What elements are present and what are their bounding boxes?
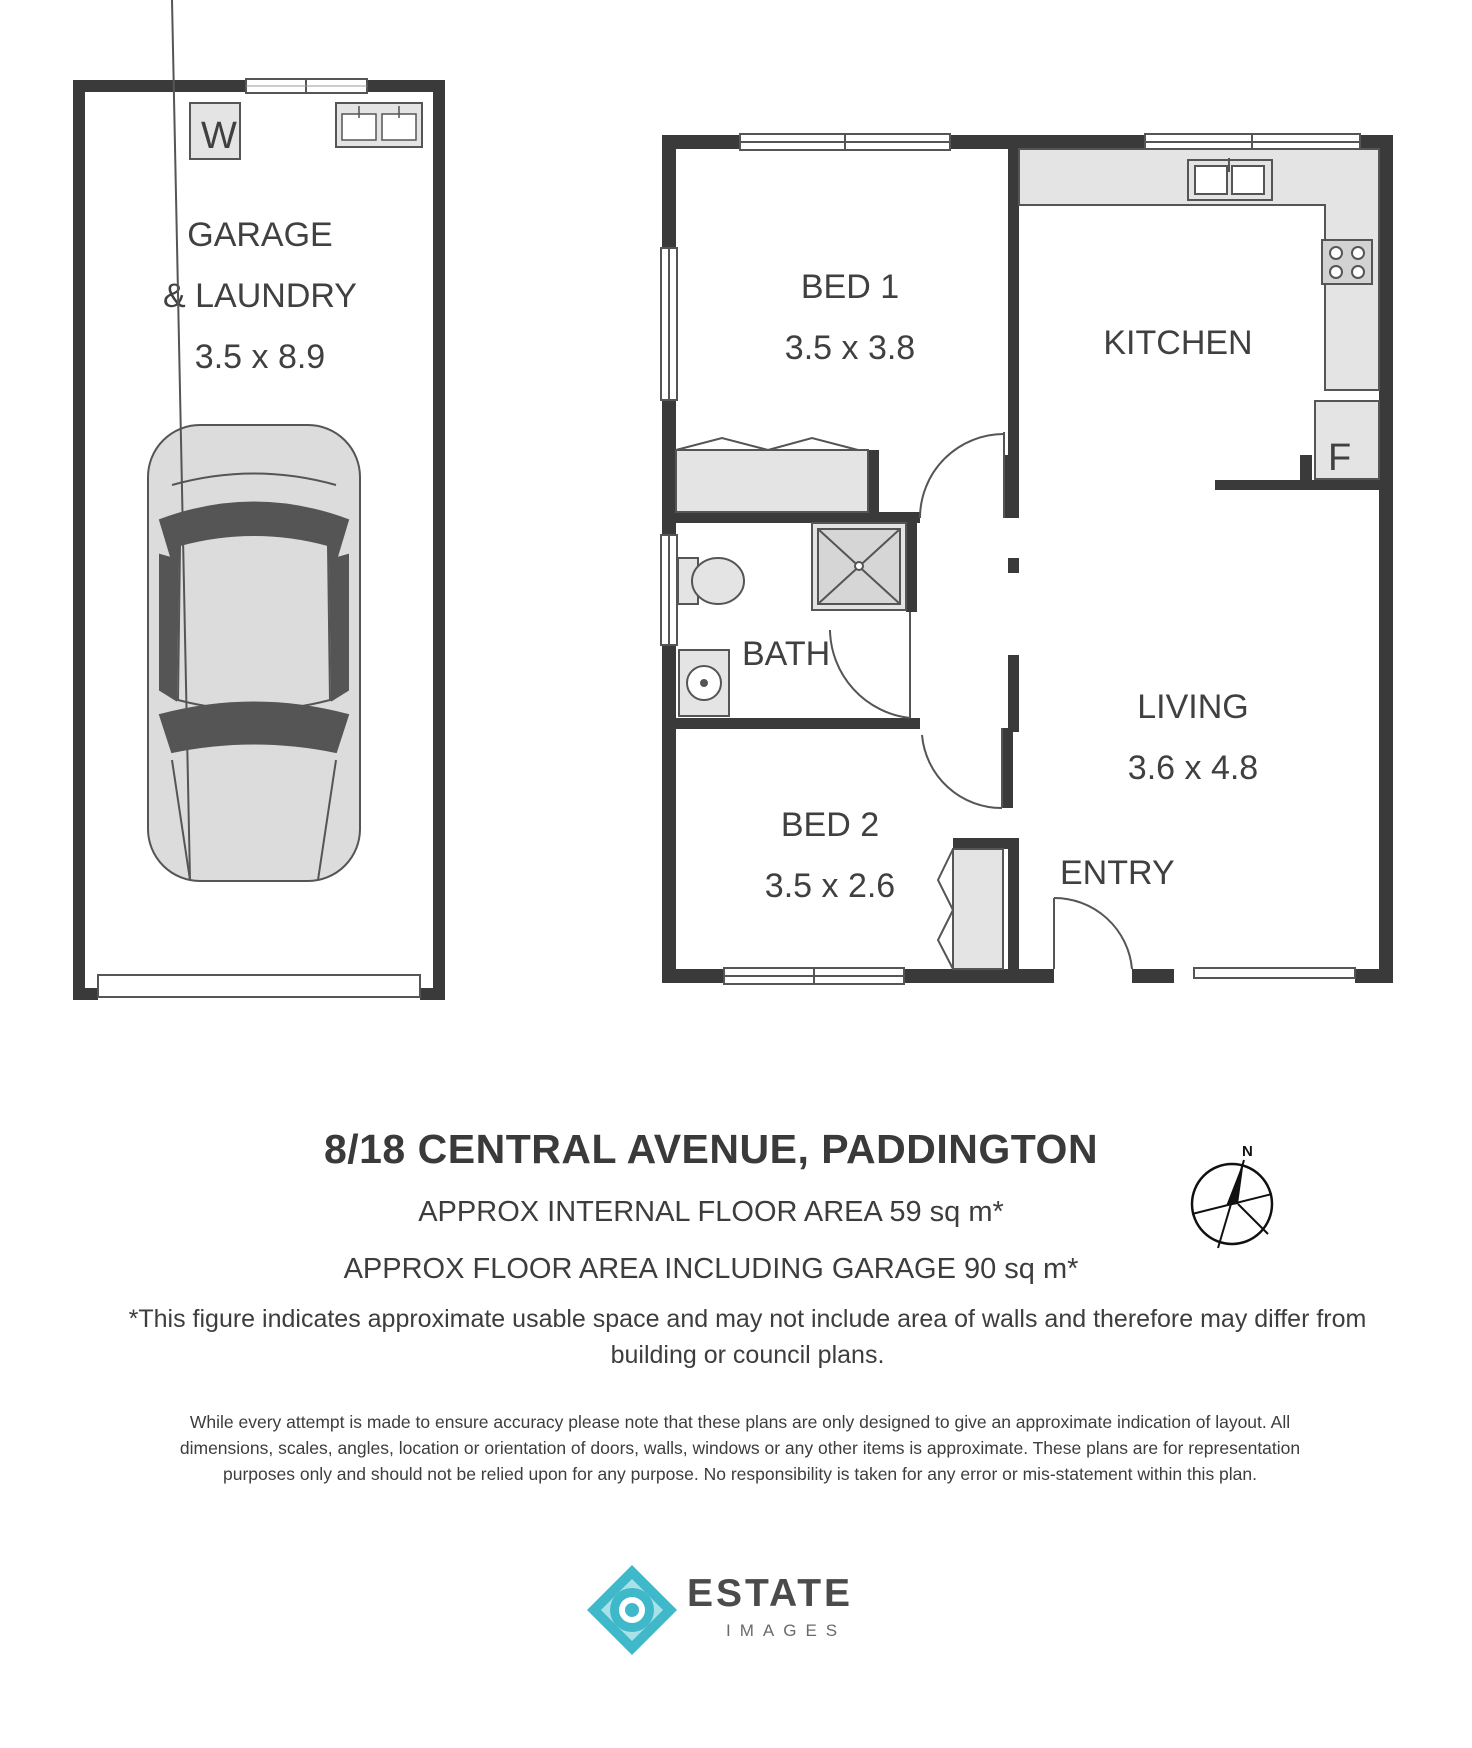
disclaimer: While every attempt is made to ensure accuracy please note that these plans are only designed to give an approximate indication of layout. All dimensions, scales, angles, location or orientation of doors, walls, windows or any other items is approximate. These plans are for representation purposes only and should not be relied upon for any purpose. No responsibility is taken for any error or mis-statement within this plan. <box>179 1412 1301 1484</box>
washer-icon <box>190 103 240 159</box>
laundry-tub-icon <box>336 103 422 147</box>
property-address: 8/18 CENTRAL AVENUE, PADDINGTON <box>323 1126 1099 1172</box>
brand-name: ESTATE <box>687 1572 854 1615</box>
bed1-name: BED 1 <box>800 268 900 306</box>
garage-name-line2: & LAUNDRY <box>163 277 357 315</box>
entry-name: ENTRY <box>1060 854 1175 892</box>
washer-label: W <box>201 115 237 157</box>
garage-name-line1: GARAGE <box>187 216 333 254</box>
bed1-wardrobe <box>676 438 868 512</box>
unit-walls <box>662 135 1393 983</box>
fridge-icon <box>1315 401 1379 479</box>
floor-area-including-garage: APPROX FLOOR AREA INCLUDING GARAGE 90 sq m* <box>343 1253 1079 1285</box>
shower-icon <box>812 523 906 610</box>
toilet-icon <box>678 558 744 604</box>
bed1-size: 3.5 x 3.8 <box>784 329 916 367</box>
bed2-name: BED 2 <box>780 806 880 844</box>
kitchen-name: KITCHEN <box>1103 324 1253 362</box>
estate-images-logo-icon <box>585 1563 680 1658</box>
living-size: 3.6 x 4.8 <box>1127 749 1259 787</box>
garage-size: 3.5 x 8.9 <box>194 338 326 376</box>
bed2-size: 3.5 x 2.6 <box>764 867 896 905</box>
compass-north-label: N <box>1242 1143 1253 1160</box>
usable-space-note: *This figure indicates approximate usable space and may not include area of walls and therefore may differ from building or council plans. <box>128 1305 1367 1369</box>
internal-floor-area: APPROX INTERNAL FLOOR AREA 59 sq m* <box>418 1196 1004 1228</box>
bed2-wardrobe <box>938 849 1003 969</box>
basin-icon <box>679 650 729 716</box>
compass-icon <box>1182 1140 1282 1250</box>
garage-door <box>98 975 420 997</box>
living-name: LIVING <box>1137 688 1249 726</box>
fridge-label: F <box>1328 437 1352 479</box>
brand-subtitle: IMAGES <box>726 1621 847 1640</box>
car-icon <box>148 0 360 881</box>
bath-name: BATH <box>742 635 831 673</box>
